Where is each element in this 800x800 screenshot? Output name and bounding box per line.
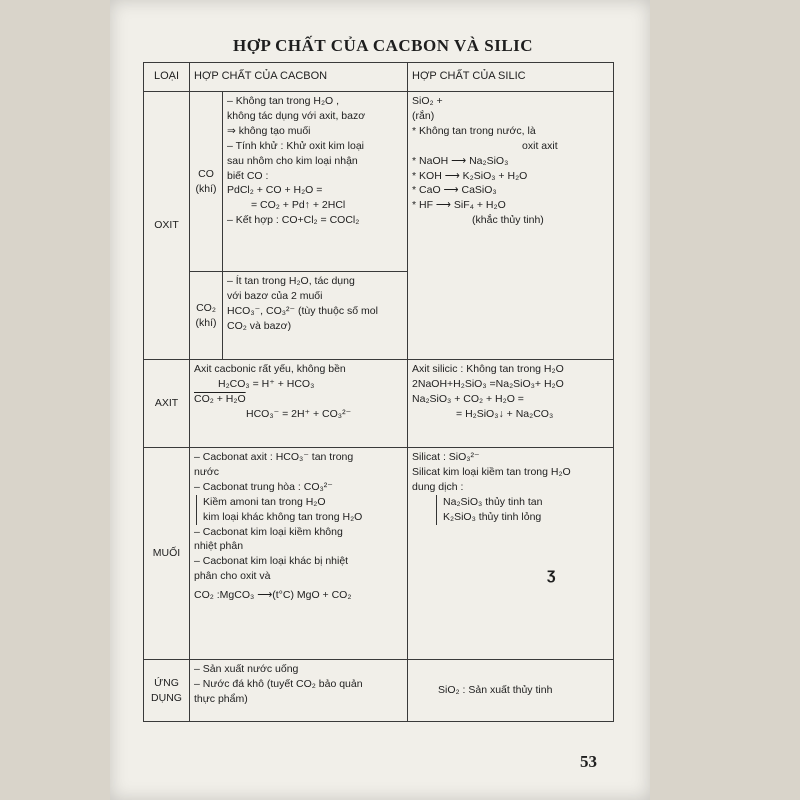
silicic-acid-properties: Axit silicic : Không tan trong H₂O 2NaOH+H₂SiO₃ =Na₂SiO₃+ H₂O Na₂SiO₃ + CO₂ + H₂O = = H₂SiO₃↓ + Na₂CO₃ <box>408 360 614 448</box>
row-ungdung <box>144 660 614 722</box>
page-number: 53 <box>580 752 597 771</box>
compound-table <box>143 62 614 722</box>
silicon-applications: SiO₂ : Sản xuất thủy tinh <box>408 660 614 722</box>
carbonic-acid-properties: Axit cacbonic rất yếu, không bền H₂CO₃ = H⁺ + HCO₃ CO₂ + H₂O HCO₃⁻ = 2H⁺ + CO₃²⁻ <box>190 360 408 448</box>
row-label-muoi: MUỐI <box>144 448 190 660</box>
silicate-brace: Na₂SiO₃ thủy tinh tan K₂SiO₃ thủy tinh lỏng <box>436 495 609 525</box>
silicon-oxide-properties: SiO₂ + (rắn) * Không tan trong nước, là oxit axit * NaOH ⟶ Na₂SiO₃ * KOH ⟶ K₂SiO₃ + H₂O * CaO ⟶ CaSiO₃ * HF ⟶ SiF₄ + H₂O (khắc thủy tinh) <box>408 92 614 360</box>
page-title: HỢP CHẤT CỦA CACBON VÀ SILIC <box>233 36 534 55</box>
stray-mark: ʒ <box>547 566 556 583</box>
header-row <box>144 63 614 92</box>
silicate-properties: Silicat : SiO₃²⁻ Silicat kim loại kiềm tan trong H₂O dung dịch : Na₂SiO₃ thủy tinh tan K₂SiO₃ thủy tinh lỏng <box>408 448 614 660</box>
carbonate-brace: Kiềm amoni tan trong H₂O kim loại khác không tan trong H₂O <box>196 495 403 525</box>
carbon-applications: – Sản xuất nước uống – Nước đá khô (tuyết CO₂ bảo quản thực phẩm) <box>190 660 408 722</box>
header-silicon: HỢP CHẤT CỦA SILIC <box>408 63 614 92</box>
row-axit <box>144 360 614 448</box>
carbonate-properties: – Cacbonat axit : HCO₃⁻ tan trong nước – Cacbonat trung hòa : CO₃²⁻ Kiềm amoni tan trong H₂O kim loại khác không tan trong H₂O – Cacbonat kim loại kiềm không nhiệt phân – Cacbonat kim loại khác bị nhiệt phân cho oxit và CO₂ :MgCO₃ ⟶(t°C) MgO + CO₂ <box>190 448 408 660</box>
row-oxit-co <box>144 92 614 272</box>
row-label-ungdung: ỨNG DỤNG <box>144 660 190 722</box>
header-type: LOẠI <box>144 63 190 92</box>
co2-label: CO₂ (khí) <box>190 272 223 360</box>
row-muoi <box>144 448 614 660</box>
row-label-axit: AXIT <box>144 360 190 448</box>
header-carbon: HỢP CHẤT CỦA CACBON <box>190 63 408 92</box>
co-label: CO (khí) <box>190 92 223 272</box>
row-label-oxit: OXIT <box>144 92 190 360</box>
co2-properties: – Ít tan trong H₂O, tác dụng với bazơ của 2 muối HCO₃⁻, CO₃²⁻ (tùy thuộc số mol CO₂ và bazơ) <box>223 272 408 360</box>
co-properties: – Không tan trong H₂O , không tác dụng với axit, bazơ ⇒ không tạo muối – Tính khử : Khử oxit kim loại sau nhôm cho kim loại nhận biết CO : PdCl₂ + CO + H₂O = = CO₂ + Pd↑ + 2HCl – Kết hợp : CO+Cl₂ = COCl₂ <box>223 92 408 272</box>
